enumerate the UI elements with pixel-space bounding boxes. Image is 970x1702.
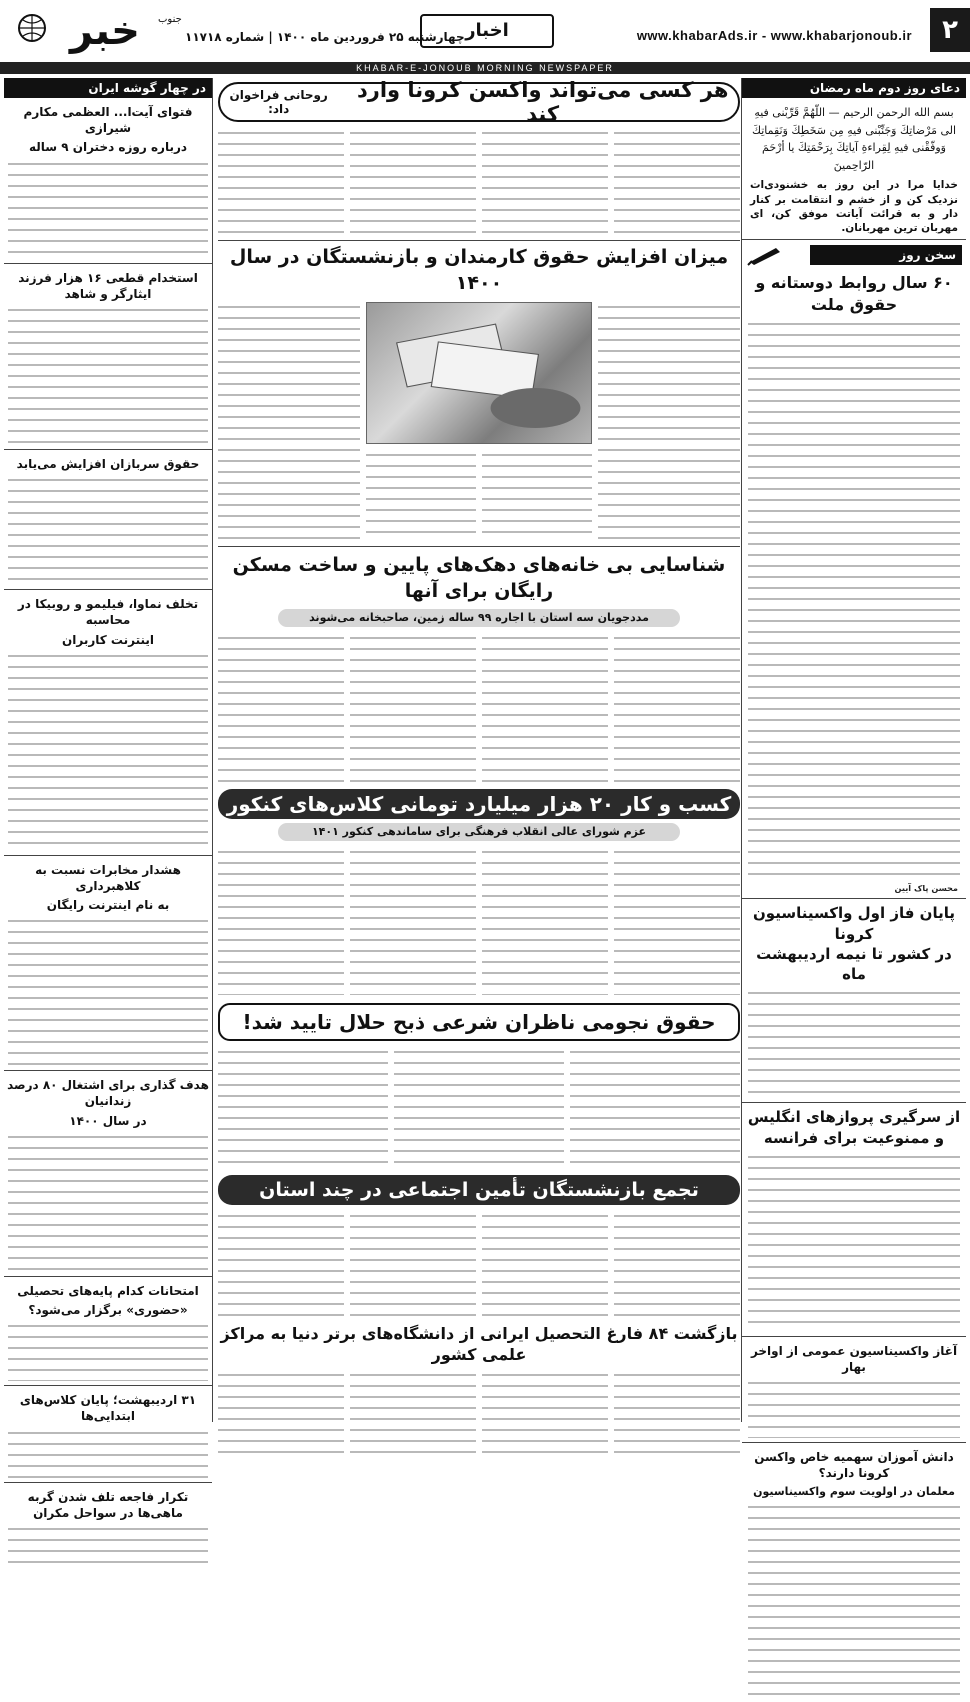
prayer-arabic-text: بسم الله الرحمن الرحيم — اللّهُمَّ قَرِّبْنی فیهِ الی مَرْضاتِكَ وَجَنِّبْنی فیهِ مِن سَخَطِكَ وَنَقِماتِكَ وَوفّقْنی فیهِ لِقِراءةِ آیاتِكَ بِرَحْمَتِكَ یا أرْحَمَ الرّاحِمینَ	[751, 106, 957, 172]
website-links[interactable]: www.khabarAds.ir - www.khabarjonoub.ir	[636, 28, 912, 43]
konkur-body	[218, 847, 740, 995]
left-h6: هدف گذاری برای اشتغال ۸۰ درصد زندانیان	[7, 1078, 209, 1109]
newspaper-logo	[10, 4, 182, 56]
halal-title: حقوق نجومی ناظران شرعی ذبح حلال تایید شد!	[242, 1009, 716, 1034]
konkur-title: کسب و کار ۲۰ هزار میلیارد تومانی کلاس‌های کنکور	[218, 789, 740, 819]
flights-headline: از سرگیری پروازهای انگلیس	[747, 1108, 961, 1127]
public-vax-body	[748, 1378, 960, 1438]
sokhan-roz-title: سخن روز	[810, 245, 962, 265]
students-headline-2: معلمان در اولویت سوم واکسیناسیون	[753, 1484, 955, 1498]
left-h8: ۳۱ اردیبهشت؛ پایان کلاس‌های ابتدایی‌ها	[19, 1393, 197, 1424]
students-headline: دانش آموزان سهمیه خاص واکسن کرونا دارند؟	[754, 1450, 954, 1481]
salary-story	[218, 302, 740, 542]
return-body	[218, 1370, 740, 1460]
housing-title: شناسایی بی خانه‌های دهک‌های پایین و ساخت مسکن رایگان برای آنها	[232, 554, 726, 602]
vaccine-headline: پایان فاز اول واکسیناسیون کرونا	[753, 904, 955, 943]
right-column	[741, 78, 966, 1498]
logo-text: خبر	[69, 8, 141, 54]
subtitle-bar: KHABAR-E-JONOUB MORNING NEWSPAPER	[0, 62, 970, 74]
prayer-translation: خدایا مرا در این روز به خشنودی‌ات نزدیک کن و از خشم و انتقامت بر کنار دار و به قرائت آیاتت موفق کن، ای مهربان ترین مهربانان.	[750, 179, 958, 234]
logo-subtext: جنوب	[158, 14, 182, 25]
left-h5b: به نام اینترنت رایگان	[46, 898, 170, 913]
left-body-4	[8, 651, 208, 851]
pension-body	[218, 1211, 740, 1317]
salary-title: میزان افزایش حقوق کارمندان و بازنشستگان در سال ۱۴۰۰	[229, 246, 729, 294]
left-body-1	[8, 159, 208, 259]
halal-banner	[218, 1003, 740, 1041]
masthead	[0, 0, 970, 64]
return-title: بازگشت ۸۴ فارغ التحصیل ایرانی از دانشگاه‌های برتر دنیا به مراکز علمی کشور	[220, 1323, 738, 1365]
logo-icon	[10, 4, 182, 56]
left-body-8	[8, 1428, 208, 1478]
vaccine-headline-2: در کشور تا نیمه اردیبهشت ماه	[756, 944, 952, 983]
pension-title: تجمع بازنشستگان تأمین اجتماعی در چند استان	[218, 1175, 740, 1205]
konkur-subtitle: عزم شورای عالی انقلاب فرهنگی برای ساماندهی کنکور ۱۴۰۱	[278, 823, 680, 841]
iran-corners-title: در چهار گوشه ایران	[4, 78, 212, 98]
left-body-6	[8, 1132, 208, 1272]
left-h9: تکرار فاجعه تلف شدن گربه ماهی‌ها در سواحل مکران	[27, 1489, 189, 1520]
left-body-3	[8, 475, 208, 585]
left-body-2	[8, 305, 208, 445]
students-body	[748, 1502, 960, 1702]
left-h7: امتحانات کدام پایه‌های تحصیلی	[17, 1283, 199, 1298]
left-body-5	[8, 916, 208, 1066]
left-h6b: در سال ۱۴۰۰	[69, 1113, 147, 1128]
left-h1: فتوای آیت‌ا... العظمی مکارم شیرازی	[23, 105, 193, 136]
sokhan-headline: ۶۰ سال روابط دوستانه و حقوق ملت	[755, 273, 953, 314]
flights-body	[748, 1152, 960, 1332]
sokhan-author: محسن پاک آیین	[894, 883, 958, 894]
left-body-7	[8, 1321, 208, 1381]
vaccine-import-kicker: روحانی فراخوان داد:	[229, 88, 328, 116]
left-h4b: اینترنت کاربران	[62, 632, 154, 647]
page-number: ۲	[930, 8, 970, 52]
dateline: چهارشنبه ۲۵ فروردین ماه ۱۴۰۰ | شماره ۱۱۷۱۸	[185, 30, 465, 44]
banknotes-icon	[367, 303, 592, 443]
left-h3: حقوق سربازان افزایش می‌یابد	[16, 456, 200, 471]
public-vax-headline: آغاز واکسیناسیون عمومی از اواخر بهار	[750, 1343, 958, 1374]
center-area	[218, 78, 740, 1422]
vaccine-import-body	[218, 128, 740, 236]
sokhan-body	[748, 319, 960, 879]
prayer-box-title: دعای روز دوم ماه رمضان	[742, 78, 966, 98]
left-h4: تخلف نماوا، فیلیمو و روبیکا در محاسبه	[17, 597, 199, 628]
section-label: اخبار	[420, 14, 554, 48]
flights-headline-2: و ممنوعیت برای فرانسه	[763, 1128, 945, 1147]
pen-icon	[746, 244, 786, 266]
vaccine-import-title: هر کسی می‌تواند واکسن کرونا وارد کند	[356, 78, 729, 126]
vaccine-import-banner	[218, 78, 740, 126]
halal-body	[218, 1047, 740, 1167]
housing-body	[218, 633, 740, 783]
left-column	[4, 78, 213, 1520]
left-body-9	[8, 1524, 208, 1564]
vaccine-body	[748, 988, 960, 1098]
left-h5: هشدار مخابرات نسبت به کلاهبرداری	[35, 862, 181, 893]
left-h1b: درباره روزه دختران ۹ ساله	[28, 140, 188, 155]
left-h2: استخدام قطعی ۱۶ هزار فرزند ایثارگر و شاهد	[18, 270, 198, 301]
housing-subtitle: مددجویان سه استان با اجاره ۹۹ ساله زمین، صاحبخانه می‌شوند	[278, 609, 680, 627]
money-photo	[366, 302, 593, 444]
left-h7b: «حضوری» برگزار می‌شود؟	[28, 1303, 188, 1317]
